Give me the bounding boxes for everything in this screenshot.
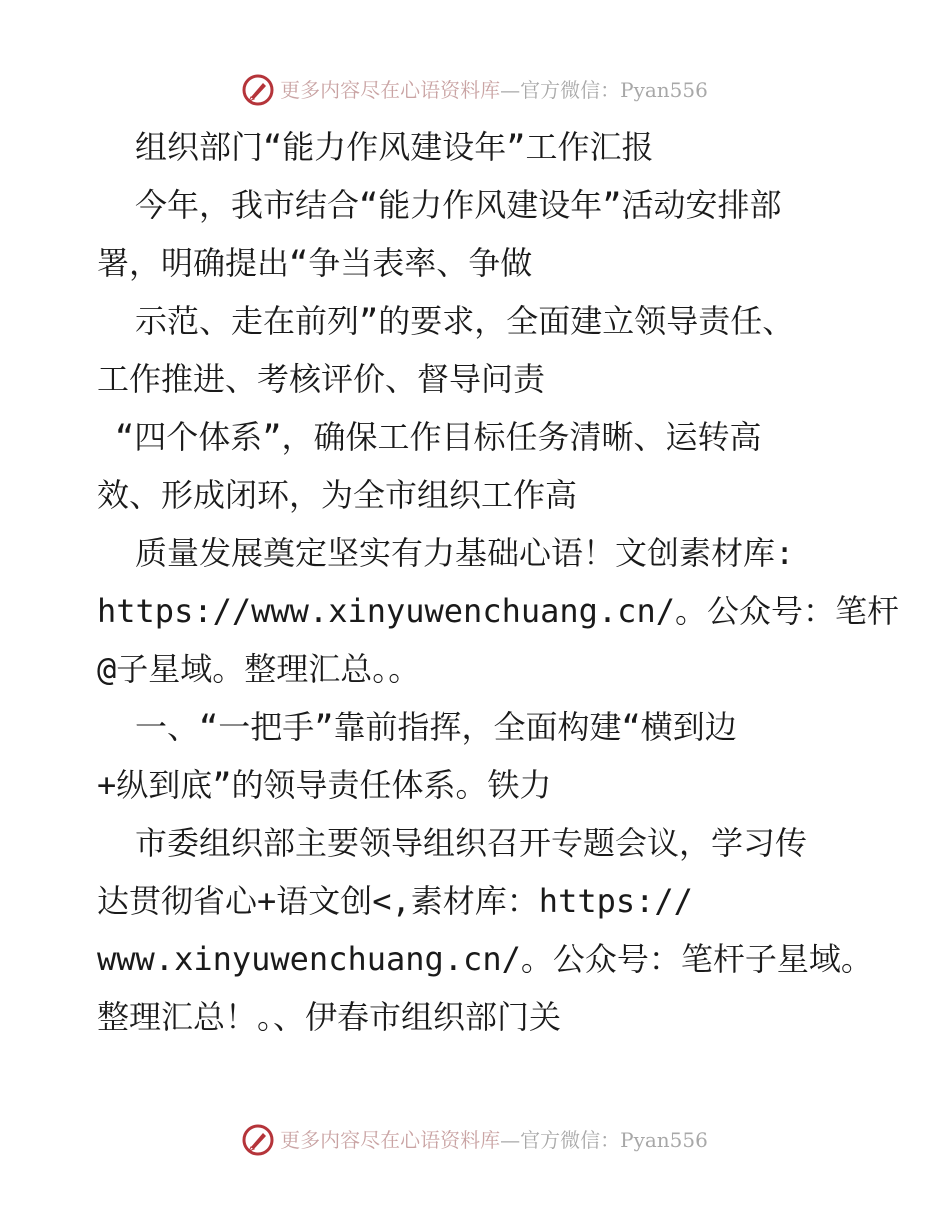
doc-line: +纵到底”的领导责任体系。铁力: [97, 766, 552, 804]
doc-title: 组织部门“能力作风建设年”工作汇报: [135, 128, 654, 166]
footer-main-text: 更多内容尽在心语资料库: [280, 1128, 501, 1152]
doc-line: 一、“一把手”靠前指挥，全面构建“横到边: [135, 708, 737, 746]
doc-line: 达贯彻省心+语文创<,素材库：https://: [97, 882, 693, 920]
pen-logo-icon: [242, 74, 274, 106]
header-main-text: 更多内容尽在心语资料库: [280, 78, 501, 102]
header-banner: [0, 70, 950, 110]
header-sub-text: —官方微信：Pyan556: [500, 78, 708, 102]
doc-line: 质量发展奠定坚实有力基础心语！文创素材库:: [135, 534, 795, 572]
doc-line: 署，明确提出“争当表率、争做: [97, 244, 533, 282]
doc-line: 市委组织部主要领导组织召开专题会议，学习传: [135, 824, 808, 862]
doc-line: “四个体系”，确保工作目标任务清晰、运转高: [115, 418, 762, 456]
doc-line: 今年，我市结合“能力作风建设年”活动安排部: [135, 186, 782, 224]
doc-line: www.xinyuwenchuang.cn/。公众号：笔杆子星域。: [97, 940, 873, 978]
doc-line: 示范、走在前列”的要求，全面建立领导责任、: [135, 302, 795, 340]
doc-line: @子星域。整理汇总。。: [97, 650, 421, 688]
footer-banner: [0, 1120, 950, 1160]
doc-line: 工作推进、考核评价、督导问责: [97, 360, 546, 398]
doc-line: 整理汇总！。、伊春市组织部门关: [97, 998, 562, 1036]
footer-sub-text: —官方微信：Pyan556: [500, 1128, 708, 1152]
doc-line: https://www.xinyuwenchuang.cn/。公众号：笔杆: [97, 592, 899, 630]
pen-logo-icon: [242, 1124, 274, 1156]
doc-line: 效、形成闭环，为全市组织工作高: [97, 476, 578, 514]
